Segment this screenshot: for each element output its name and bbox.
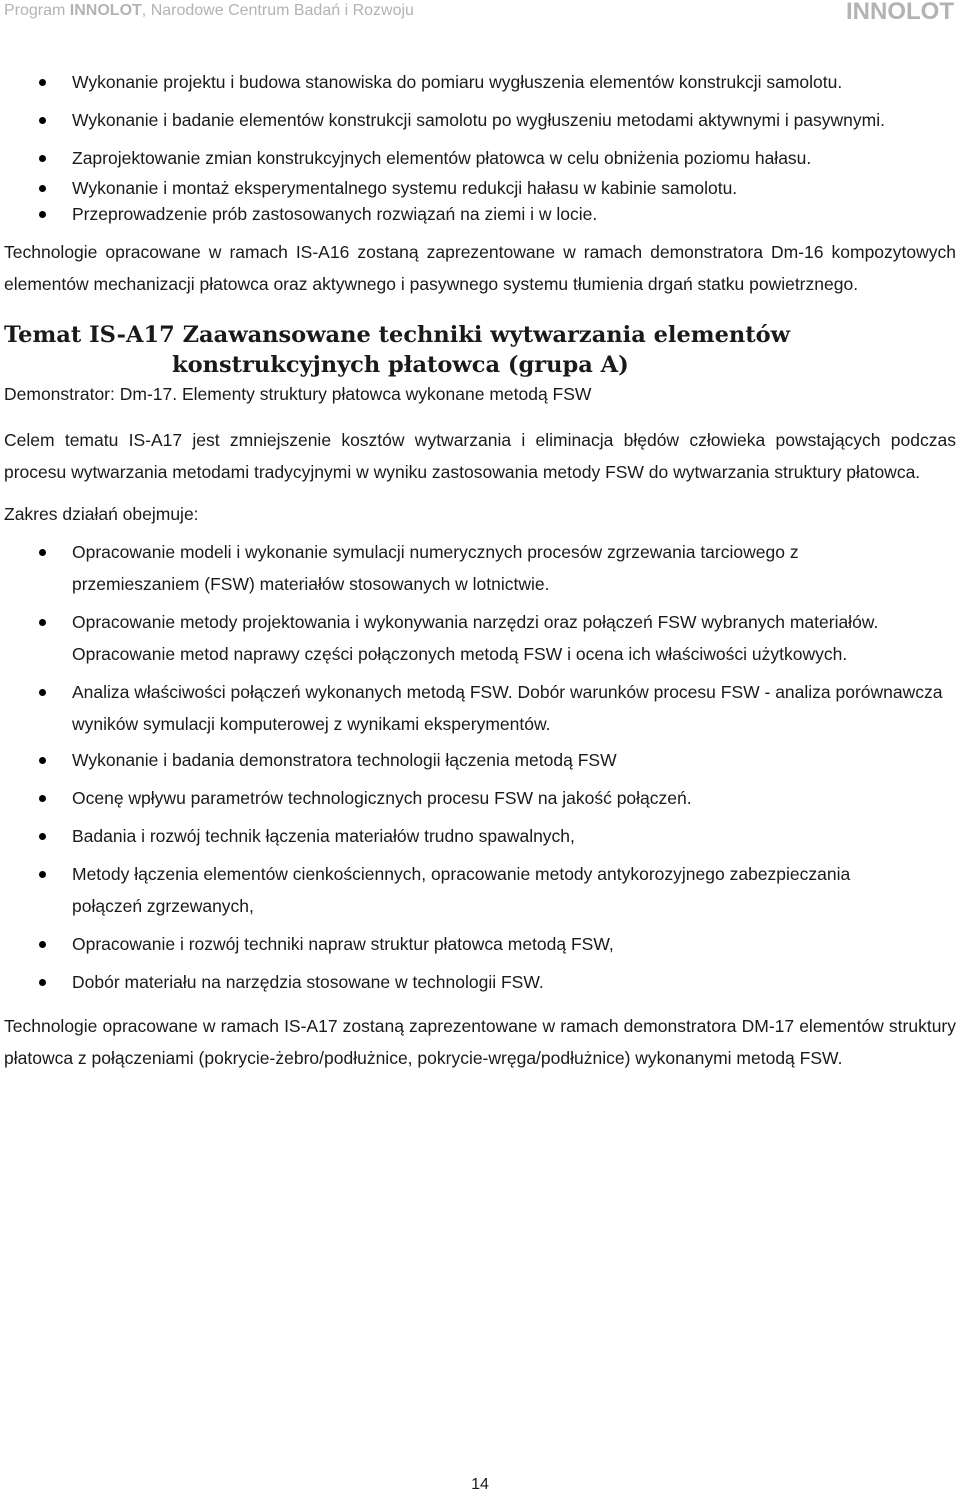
paragraph-is17: Technologie opracowane w ramach IS-A17 zostaną zaprezentowane w ramach demonstratora DM-17 elementów struktury płatowca z połączeniami (pokrycie-żebro/podłużnice, pokrycie-wręga/podłużnice) wykonanymi metodą FSW. (4, 1016, 956, 1068)
list-item: Analiza właściwości połączeń wykonanych metodą FSW. Dobór warunków procesu FSW - analiza porównawcza wyników symulacji komputerowej z wynikami eksperymentów. (4, 676, 956, 740)
paragraph-goal: Celem tematu IS-A17 jest zmniejszenie kosztów wytwarzania i eliminacja błędów człowieka powstających podczas procesu wytwarzania metodami tradycyjnymi w wyniku zastosowania metody FSW do wytwarzania struktury płatowca. (4, 430, 956, 482)
list-item: Wykonanie i badania demonstratora technologii łączenia metodą FSW (4, 744, 956, 776)
list-item: Wykonanie projektu i budowa stanowiska do pomiaru wygłuszenia elementów konstrukcji samolotu. (4, 66, 956, 98)
list-item: Badania i rozwój technik łączenia materiałów trudno spawalnych, (4, 820, 956, 852)
page-header (0, 0, 960, 26)
list-item: Metody łączenia elementów cienkościennych, opracowanie metody antykorozyjnego zabezpieczania połączeń zgrzewanych, (4, 858, 956, 922)
header-logo-text: INNOLOT (846, 0, 954, 25)
demonstrator-line: Demonstrator: Dm-17. Elementy struktury płatowca wykonane metodą FSW (4, 384, 592, 404)
scope-label: Zakres działań obejmuje: (4, 504, 199, 524)
top-bullet-list (4, 66, 956, 230)
list-item: Opracowanie modeli i wykonanie symulacji numerycznych procesów zgrzewania tarciowego z przemieszaniem (FSW) materiałów stosowanych w lotnictwie. (4, 536, 956, 600)
list-item: Opracowanie metody projektowania i wykonywania narzędzi oraz połączeń FSW wybranych materiałów. Opracowanie metod naprawy części połączonych metodą FSW i ocena ich właściwości użytkowych. (4, 606, 956, 670)
list-item: Dobór materiału na narzędzia stosowane w technologii FSW. (4, 966, 956, 998)
list-item: Przeprowadzenie prób zastosowanych rozwiązań na ziemi i w locie. (4, 198, 956, 230)
list-item: Wykonanie i montaż eksperymentalnego systemu redukcji hałasu w kabinie samolotu. (4, 172, 956, 204)
list-item: Zaprojektowanie zmian konstrukcyjnych elementów płatowca w celu obniżenia poziomu hałasu. (4, 142, 956, 174)
page-content (4, 64, 956, 1074)
list-item: Wykonanie i badanie elementów konstrukcji samolotu po wygłuszeniu metodami aktywnymi i pasywnymi. (4, 104, 956, 136)
section-heading (4, 320, 956, 380)
page-number: 14 (471, 1476, 489, 1493)
scope-bullet-list (4, 536, 956, 998)
header-program-prefix: Program (4, 2, 70, 19)
heading-line-2: konstrukcyjnych płatowca (grupa A) (172, 352, 629, 378)
header-program-suffix: , Narodowe Centrum Badań i Rozwoju (141, 2, 414, 19)
list-item: Ocenę wpływu parametrów technologicznych procesu FSW na jakość połączeń. (4, 782, 956, 814)
header-program-bold: INNOLOT (69, 2, 142, 19)
heading-line-1: Temat IS-A17 Zaawansowane techniki wytwarzania elementów (4, 322, 791, 348)
list-item: Opracowanie i rozwój techniki napraw struktur płatowca metodą FSW, (4, 928, 956, 960)
header-program-title (4, 2, 414, 20)
paragraph-is16: Technologie opracowane w ramach IS-A16 zostaną zaprezentowane w ramach demonstratora Dm-16 kompozytowych elementów mechanizacji płatowca oraz aktywnego i pasywnego systemu tłumienia drgań statku powietrznego. (4, 242, 956, 294)
